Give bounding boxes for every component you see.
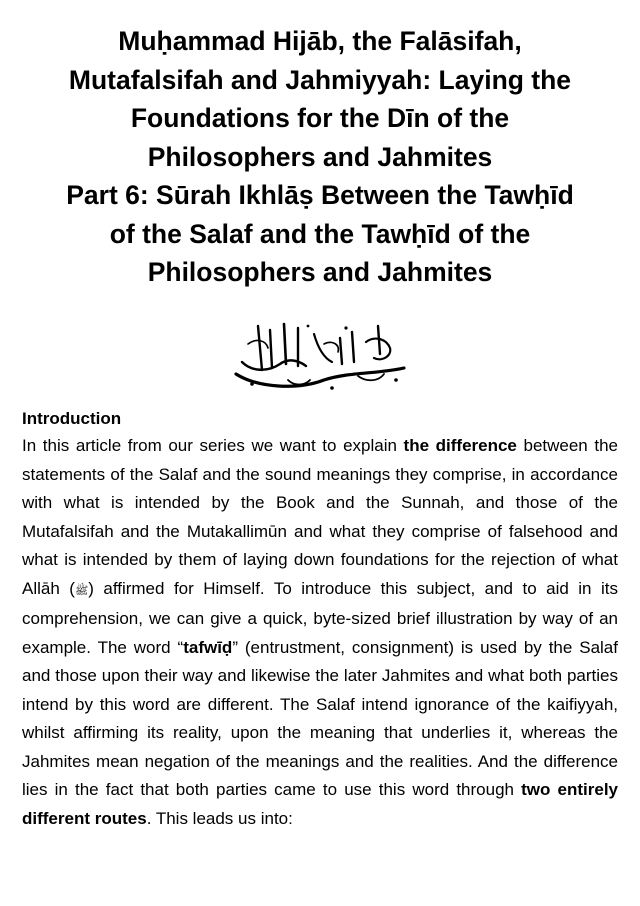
text-segment: ) affirmed for Himself. To introduce this subject, and to aid in its comprehension, we can give a quick, byte-sized brief illustration by way of an example. The word “ bbox=[22, 578, 618, 657]
intro-paragraph bbox=[22, 432, 618, 833]
title-line: Foundations for the Dīn of the bbox=[130, 103, 510, 133]
title-line: of the Salaf and the Tawḥīd of the bbox=[109, 218, 531, 249]
basmala-calligraphy-icon bbox=[228, 314, 412, 394]
text-segment: . This leads us into: bbox=[146, 808, 293, 828]
title-line: Philosophers and Jahmites bbox=[147, 141, 493, 172]
text-segment: ” (entrustment, consignment) is used by the Salaf and those upon their way and likewise the later Jahmites and what both parties intend by this word are different. The Salaf intend ignorance of the kaifiyyah, whilst affirming its reality, upon the meaning that underlies it, whereas the Jahmites mean negation of the meanings and the realities. And the difference lies in the fact that both parties came to use this word through bbox=[22, 637, 618, 799]
section-heading: Introduction bbox=[22, 409, 122, 428]
emphasis-text: the difference bbox=[403, 436, 517, 455]
emphasis-text: two entirely different routes bbox=[22, 780, 618, 828]
honorific-glyph: ﷺ bbox=[74, 583, 89, 597]
emphasis-term: tafwīḍ bbox=[183, 637, 233, 657]
text-segment: between the statements of the Salaf and the sound meanings they comprise, in accordance with what is intended by the Book and the Sunnah, and those of the Mutafalsifah and the Mutakallimūn and what they comprise of falsehood and what is intended by them of laying down foundations for the rejection of what Allāh ( bbox=[22, 436, 618, 598]
title-line: Part 6: Sūrah Ikhlāṣ Between the Tawḥīd bbox=[66, 180, 574, 210]
article-title bbox=[20, 22, 620, 292]
title-line: Muḥammad Hijāb, the Falāsifah, bbox=[118, 26, 522, 56]
title-line: Philosophers and Jahmites bbox=[147, 257, 493, 287]
title-line: Mutafalsifah and Jahmiyyah: Laying the bbox=[68, 64, 572, 95]
text-segment: In this article from our series we want to explain bbox=[22, 436, 404, 455]
